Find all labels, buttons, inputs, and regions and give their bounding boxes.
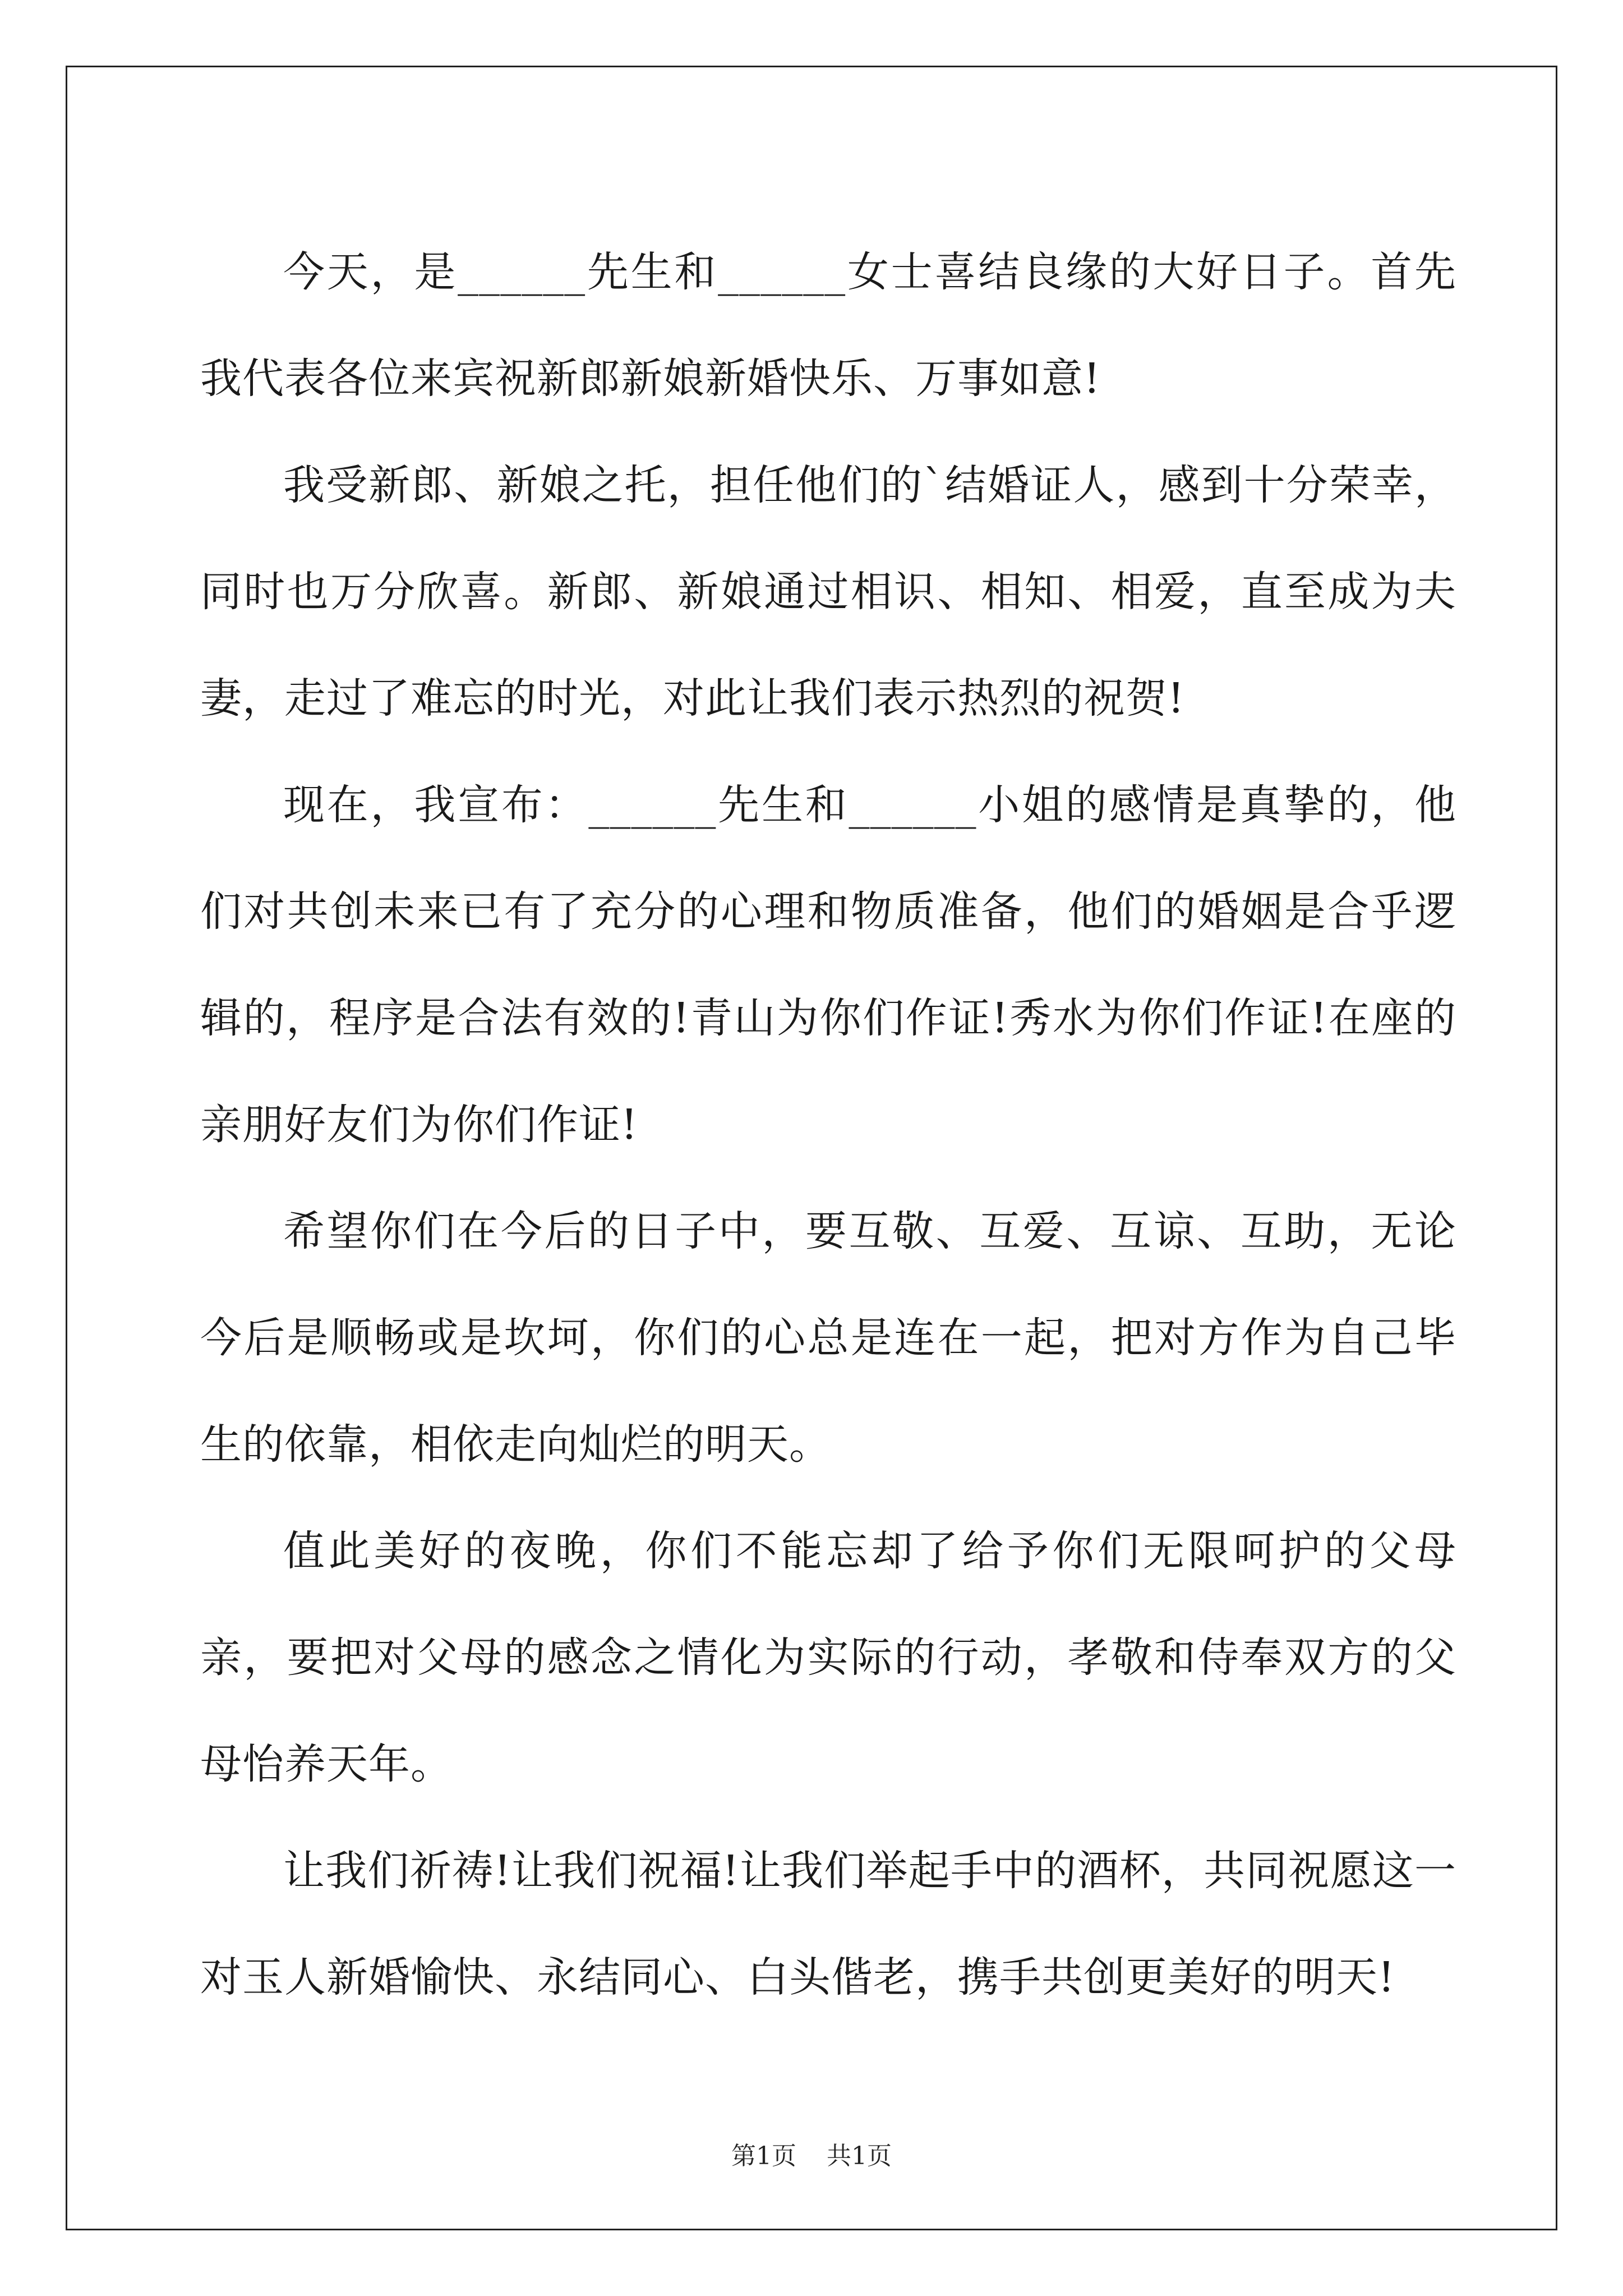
paragraph-1: 今天，是______先生和______女士喜结良缘的大好日子。首先我代表各位来宾祝新郎新娘新婚快乐、万事如意! <box>200 248 1456 403</box>
page-number-current: 第1页 <box>731 2142 796 2170</box>
document-body <box>200 219 1456 2031</box>
paragraph-5: 值此美好的夜晚，你们不能忘却了给予你们无限呵护的父母亲，要把对父母的感念之情化为实际的行动，孝敬和侍奉双方的父母怡养天年。 <box>200 1527 1456 1788</box>
paragraph-2: 我受新郎、新娘之托，担任他们的`结婚证人，感到十分荣幸，同时也万分欣喜。新郎、新娘通过相识、相知、相爱，直至成为夫妻，走过了难忘的时光，对此让我们表示热烈的祝贺! <box>200 461 1456 723</box>
page-footer <box>0 2136 1623 2171</box>
paragraph-4: 希望你们在今后的日子中，要互敬、互爱、互谅、互助，无论今后是顺畅或是坎坷，你们的心总是连在一起，把对方作为自己毕生的依靠，相依走向灿烂的明天。 <box>200 1207 1456 1469</box>
paragraph-6: 让我们祈祷!让我们祝福!让我们举起手中的酒杯，共同祝愿这一对玉人新婚愉快、永结同心、白头偕老，携手共创更美好的明天! <box>200 1847 1456 2001</box>
paragraph-3: 现在，我宣布：______先生和______小姐的感情是真挚的，他们对共创未来已有了充分的心理和物质准备，他们的婚姻是合乎逻辑的，程序是合法有效的!青山为你们作证!秀水为你们作证!在座的亲朋好友们为你们作证! <box>200 781 1456 1149</box>
page-number-total: 共1页 <box>827 2142 892 2170</box>
